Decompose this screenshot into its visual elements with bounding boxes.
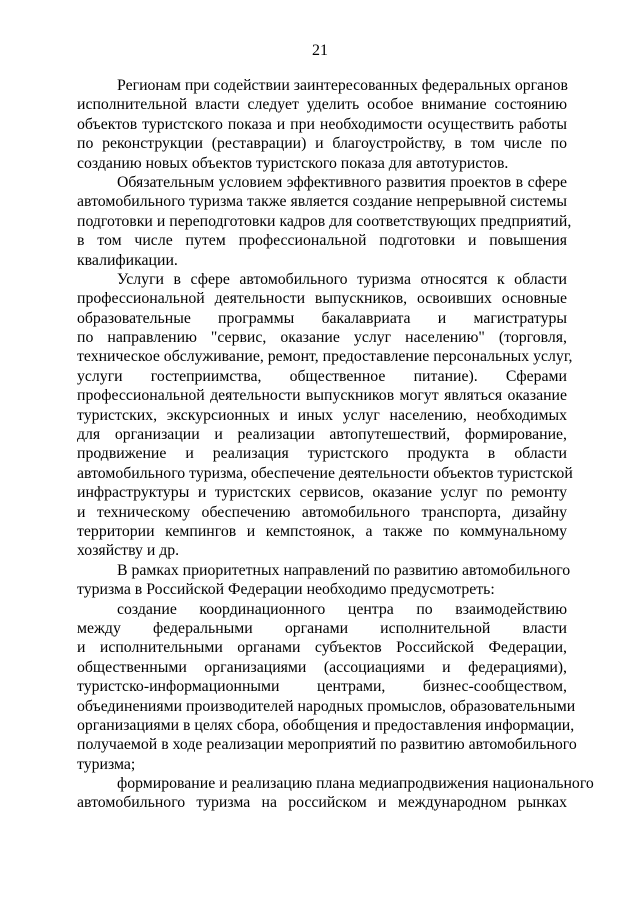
text-line: услуги гостеприимства, общественное питание). Сферами: [77, 367, 567, 385]
text-line: территории кемпингов и кемпстоянок, а также по коммунальному: [77, 522, 567, 540]
text-line: автомобильного туризма также является создание непрерывной системы: [77, 193, 567, 211]
text-line: автомобильного туризма на российском и международном рынках: [77, 794, 567, 812]
text-line: общественными организациями (ассоциациями и федерациями),: [77, 658, 567, 676]
text-line: техническое обслуживание, ремонт, предоставление персональных услуг,: [77, 348, 573, 366]
text-line: в том числе путем профессиональной подготовки и повышения: [77, 232, 567, 250]
text-line: объектов туристского показа и при необходимости осуществить работы: [77, 115, 567, 133]
text-line: хозяйству и др.: [77, 542, 180, 560]
text-line: профессиональной деятельности выпускников могут являться оказание: [77, 387, 567, 405]
text-line: автомобильного туризма, обеспечение деятельности объектов туристской: [77, 464, 573, 482]
text-line: туристско-информационными центрами, бизнес-сообществом,: [77, 678, 567, 696]
text-line: В рамках приоритетных направлений по развитию автомобильного: [117, 561, 571, 579]
text-line: по реконструкции (реставрации) и благоустройству, в том числе по: [77, 135, 567, 153]
text-line: Регионам при содействии заинтересованных федеральных органов: [117, 77, 568, 94]
text-line: для организации и реализации автопутешествий, формирование,: [77, 426, 567, 444]
text-line: объединениями производителей народных промыслов, образовательными: [77, 697, 576, 715]
text-line: и техническому обеспечению автомобильного транспорта, дизайну: [77, 503, 567, 521]
text-line: образовательные программы бакалавриата и магистратуры: [77, 309, 567, 327]
text-line: продвижение и реализация туристского продукта в области: [77, 445, 567, 463]
text-line: Услуги в сфере автомобильного туризма относятся к области: [117, 270, 567, 288]
text-line: исполнительной власти следует уделить особое внимание состоянию: [77, 96, 567, 114]
body-text: [77, 76, 594, 813]
page-number: 21: [312, 42, 328, 59]
text-line: Обязательным условием эффективного развития проектов в сфере: [117, 173, 567, 191]
text-line: туризма в Российской Федерации необходимо предусмотреть:: [77, 581, 495, 599]
text-line: и исполнительными органами субъектов Российской Федерации,: [77, 639, 567, 657]
text-line: туристских, экскурсионных и иных услуг населению, необходимых: [77, 406, 567, 424]
text-line: организациями в целях сбора, обобщения и предоставления информации,: [77, 716, 575, 734]
text-line: подготовки и переподготовки кадров для соответствующих предприятий,: [77, 212, 572, 230]
text-line: туризма;: [77, 755, 136, 773]
text-line: по направлению "сервис, оказание услуг населению" (торговля,: [77, 329, 567, 347]
text-line: формирование и реализацию плана медиапродвижения национального: [117, 775, 594, 793]
text-line: инфраструктуры и туристских сервисов, оказание услуг по ремонту: [77, 484, 567, 502]
text-line: создание координационного центра по взаимодействию: [117, 600, 567, 618]
text-line: получаемой в ходе реализации мероприятий по развитию автомобильного: [77, 736, 577, 754]
text-line: квалификации.: [77, 251, 178, 269]
text-line: созданию новых объектов туристского показа для автотуристов.: [77, 154, 509, 172]
text-line: профессиональной деятельности выпускников, освоивших основные: [77, 290, 567, 308]
text-line: между федеральными органами исполнительной власти: [77, 619, 567, 637]
